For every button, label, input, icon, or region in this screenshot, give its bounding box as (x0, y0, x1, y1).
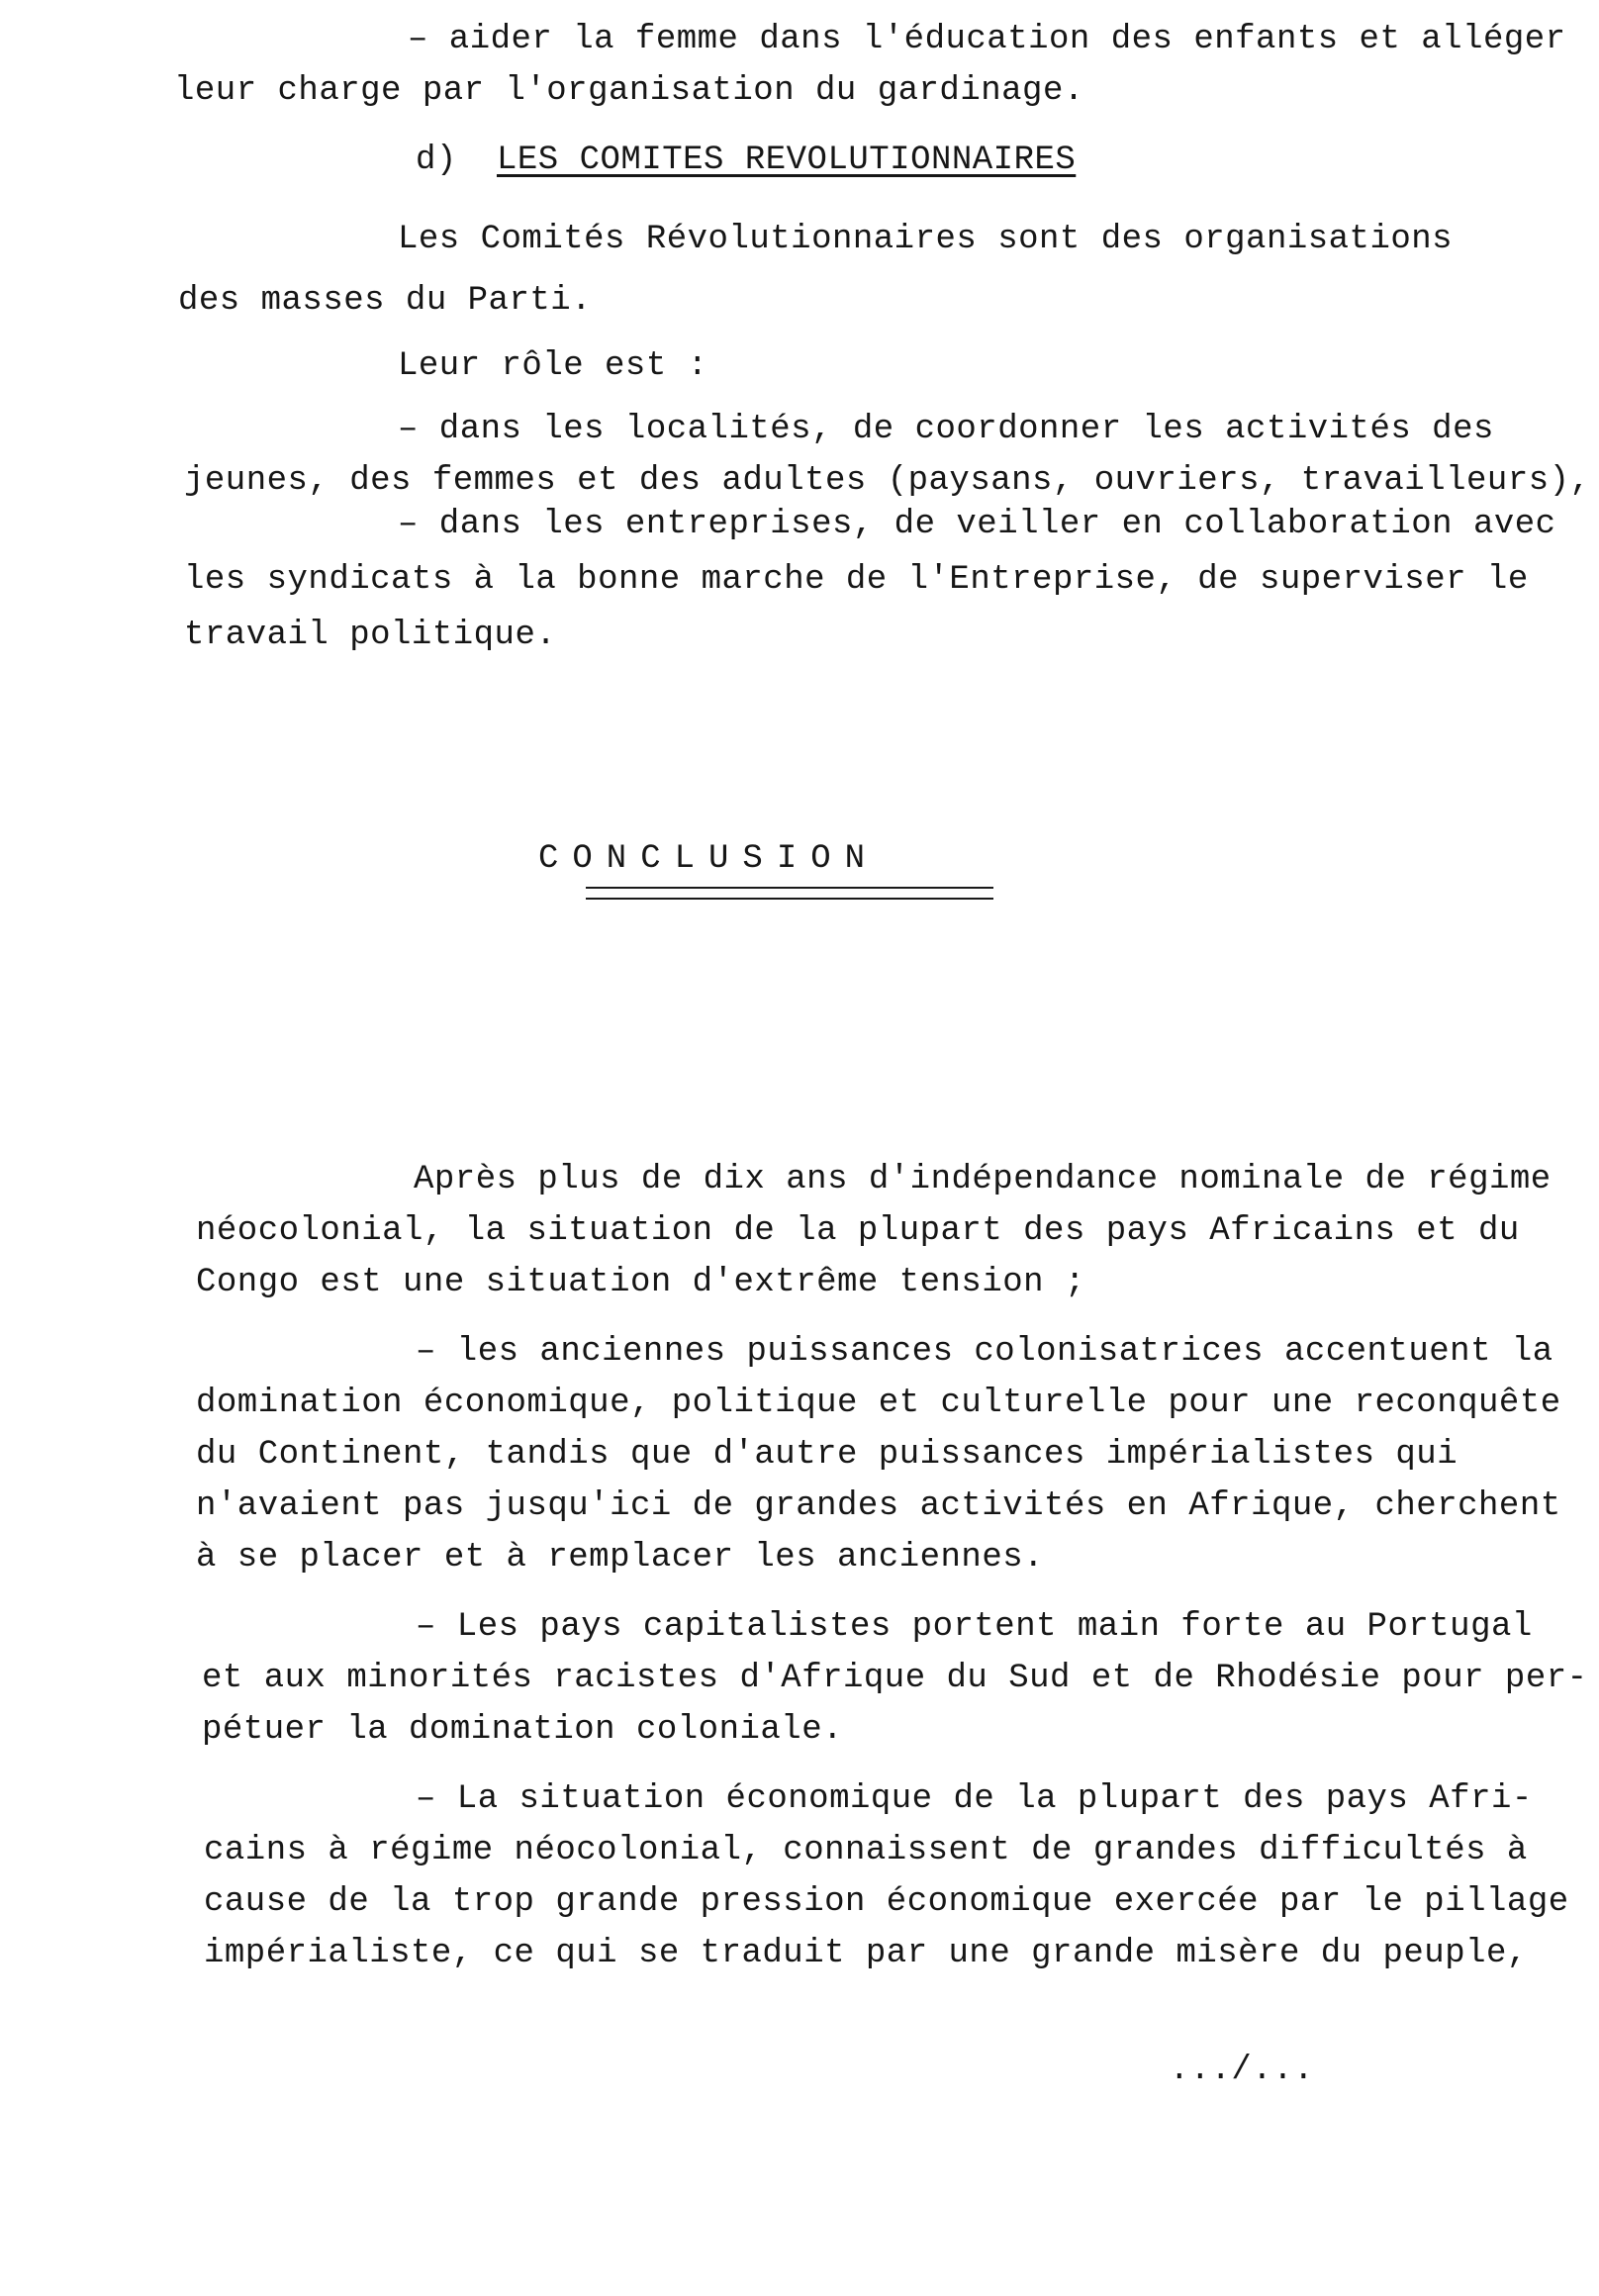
point-1-line-4: n'avaient pas jusqu'ici de grandes activités en Afrique, cherchent (196, 1487, 1561, 1525)
point-3-line-4: impérialiste, ce qui se traduit par une grande misère du peuple, (204, 1935, 1528, 1972)
role-item-line-2: jeunes, des femmes et des adultes (paysans, ouvriers, travailleurs), (184, 462, 1591, 500)
point-1-line-5: à se placer et à remplacer les anciennes. (196, 1539, 1045, 1577)
role-heading: Leur rôle est : (398, 347, 708, 385)
section-letter: d) (416, 142, 457, 179)
conclusion-line-3: Congo est une situation d'extrême tension ; (196, 1264, 1085, 1301)
intro-line-2: leur charge par l'organisation du gardinage. (174, 72, 1084, 110)
point-3-line-3: cause de la trop grande pression économique exercée par le pillage (204, 1883, 1569, 1921)
role-item-line-1: – dans les localités, de coordonner les activités des (398, 411, 1494, 448)
point-1-line-3: du Continent, tandis que d'autre puissances impérialistes qui (196, 1436, 1458, 1474)
point-2-line-1: – Les pays capitalistes portent main forte au Portugal (416, 1608, 1533, 1646)
conclusion-title: CONCLUSION (538, 840, 880, 878)
point-2-line-3: pétuer la domination coloniale. (202, 1711, 844, 1749)
comites-line-2: des masses du Parti. (178, 282, 593, 320)
comites-line-1: Les Comités Révolutionnaires sont des organisations (398, 221, 1454, 258)
conclusion-line-2: néocolonial, la situation de la plupart des pays Africains et du (196, 1212, 1520, 1250)
continuation-mark: .../... (1169, 2052, 1314, 2089)
point-3-line-2: cains à régime néocolonial, connaissent de grandes difficultés à (204, 1832, 1528, 1869)
section-title: LES COMITES REVOLUTIONNAIRES (497, 142, 1077, 179)
role-item-line-3: – dans les entreprises, de veiller en collaboration avec (398, 506, 1556, 543)
intro-line-1: – aider la femme dans l'éducation des enfants et alléger (408, 21, 1566, 58)
point-1-line-2: domination économique, politique et culturelle pour une reconquête (196, 1385, 1561, 1422)
role-item-line-4: les syndicats à la bonne marche de l'Entreprise, de superviser le (184, 561, 1529, 599)
point-2-line-2: et aux minorités racistes d'Afrique du Sud et de Rhodésie pour per- (202, 1660, 1588, 1697)
role-item-line-5: travail politique. (184, 617, 557, 654)
conclusion-double-rule (586, 887, 993, 900)
point-1-line-1: – les anciennes puissances colonisatrices accentuent la (416, 1333, 1553, 1371)
point-3-line-1: – La situation économique de la plupart des pays Afri- (416, 1780, 1533, 1818)
conclusion-line-1: Après plus de dix ans d'indépendance nominale de régime (414, 1161, 1552, 1198)
